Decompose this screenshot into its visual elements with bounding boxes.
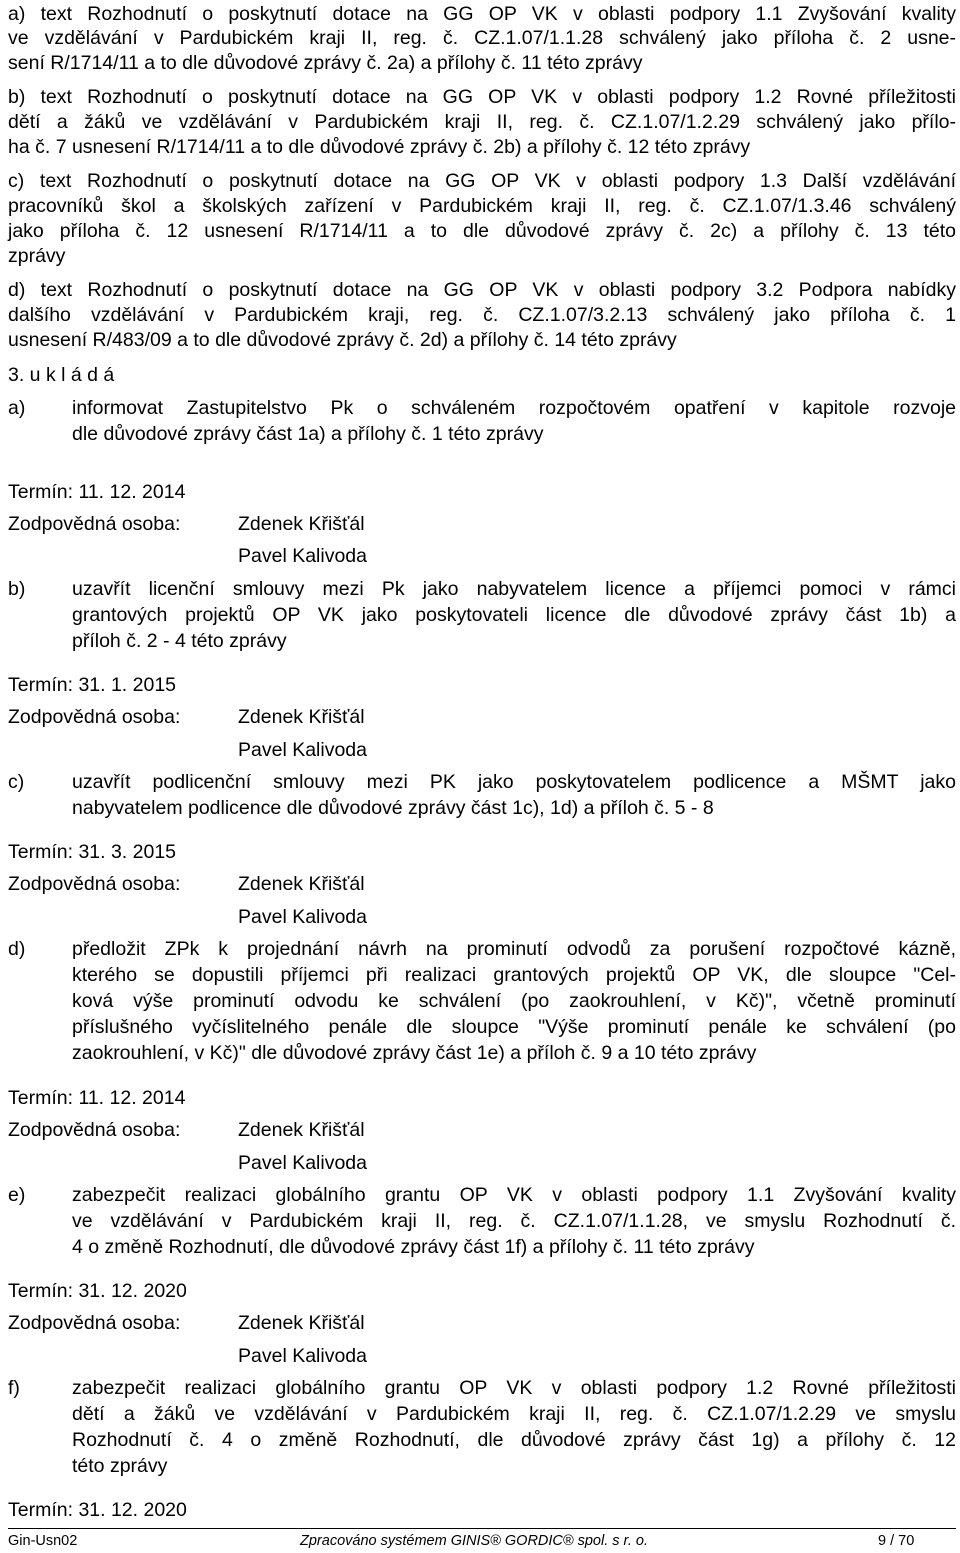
item-line: kterého se dopustili příjemci při realizaci grantových projektů OP VK, dle sloupce "Cel- [72, 964, 956, 986]
responsible-label: Zodpovědná osoba: [8, 513, 181, 535]
section-heading: 3. u k l á d á [8, 364, 115, 386]
responsible-person: Pavel Kalivoda [238, 906, 367, 928]
item-letter: a) [8, 397, 26, 419]
item-line: grantových projektů OP VK jako poskytovateli licence dle důvodové zprávy část 1b) a [72, 604, 956, 626]
footer-page-number: 9 / 70 [878, 1533, 915, 1549]
item-line: dle důvodové zprávy část 1a) a přílohy č. 1 této zprávy [72, 423, 544, 445]
responsible-person: Zdenek Křišťál [238, 706, 365, 728]
intro-line: usnesení R/483/09 a to dle důvodové zprávy č. 2d) a přílohy č. 14 této zprávy [8, 329, 677, 351]
item-line: zaokrouhlení, v Kč)" dle důvodové zprávy část 1e) a příloh č. 9 a 10 této zprávy [72, 1042, 757, 1064]
deadline [8, 672, 176, 698]
item-line: zabezpečit realizaci globálního grantu OP VK v oblasti podpory 1.1 Zvyšování kvality [72, 1184, 956, 1206]
deadline-label: Termín: [8, 481, 74, 503]
item-letter: f) [8, 1377, 20, 1399]
item-letter: b) [8, 578, 26, 600]
intro-line: zprávy [8, 245, 66, 267]
footer-system-note: Zpracováno systémem GINIS® GORDIC® spol. s r. o. [300, 1533, 648, 1549]
intro-line: a) text Rozhodnutí o poskytnutí dotace na GG OP VK v oblasti podpory 1.1 Zvyšování kvality [8, 3, 956, 25]
deadline-date: 31. 12. 2020 [78, 1499, 187, 1521]
deadline [8, 1085, 185, 1111]
item-letter: c) [8, 771, 25, 793]
footer-form-code: Gin-Usn02 [8, 1533, 78, 1549]
responsible-label: Zodpovědná osoba: [8, 1119, 181, 1141]
deadline-date: 11. 12. 2014 [78, 1087, 186, 1109]
footer-divider [8, 1528, 956, 1529]
intro-line: ve vzdělávání v Pardubickém kraji II, reg. č. CZ.1.07/1.1.28 schválený jako příloha č. 2 usne- [8, 27, 956, 49]
responsible-person: Zdenek Křišťál [238, 873, 365, 895]
item-line: zabezpečit realizaci globálního grantu OP VK v oblasti podpory 1.2 Rovné příležitosti [72, 1377, 956, 1399]
deadline-date: 31. 12. 2020 [78, 1280, 187, 1302]
responsible-label: Zodpovědná osoba: [8, 873, 181, 895]
deadline-date: 11. 12. 2014 [78, 481, 186, 503]
item-line: této zprávy [72, 1455, 168, 1477]
deadline-label: Termín: [8, 841, 74, 863]
responsible-person: Pavel Kalivoda [238, 1152, 367, 1174]
item-line: nabyvatelem podlicence dle důvodové zprávy část 1c), 1d) a příloh č. 5 - 8 [72, 797, 714, 819]
responsible-person: Pavel Kalivoda [238, 1345, 367, 1367]
responsible-person: Zdenek Křišťál [238, 513, 365, 535]
deadline [8, 1497, 187, 1523]
item-line: dětí a žáků ve vzdělávání v Pardubickém kraji II, reg. č. CZ.1.07/1.2.29 ve smyslu [72, 1403, 956, 1425]
item-line: informovat Zastupitelstvo Pk o schváleném rozpočtovém opatření v kapitole rozvoje [72, 397, 956, 419]
responsible-person: Zdenek Křišťál [238, 1312, 365, 1334]
intro-line: dětí a žáků ve vzdělávání v Pardubickém kraji II, reg. č. CZ.1.07/1.2.29 schválený jako přílo- [8, 111, 956, 133]
item-line: ková výše prominutí odvodu ke schválení (po zaokrouhlení, v Kč)", včetně prominutí [72, 990, 956, 1012]
deadline [8, 479, 185, 505]
item-letter: e) [8, 1184, 26, 1206]
item-line: Rozhodnutí č. 4 o změně Rozhodnutí, dle důvodové zprávy část 1g) a přílohy č. 12 [72, 1429, 956, 1451]
deadline [8, 839, 176, 865]
intro-line: ha č. 7 usnesení R/1714/11 a to dle důvodové zprávy č. 2b) a přílohy č. 12 této zprávy [8, 136, 751, 158]
intro-line: pracovníků škol a školských zařízení v Pardubickém kraji II, reg. č. CZ.1.07/1.3.46 schválený [8, 195, 956, 217]
deadline [8, 1278, 187, 1304]
item-line: ve vzdělávání v Pardubickém kraji II, reg. č. CZ.1.07/1.1.28, ve smyslu Rozhodnutí č. [72, 1210, 956, 1232]
deadline-date: 31. 3. 2015 [78, 841, 177, 863]
item-line: uzavřít licenční smlouvy mezi Pk jako nabyvatelem licence a příjemci pomoci v rámci [72, 578, 956, 600]
intro-line: c) text Rozhodnutí o poskytnutí dotace na GG OP VK v oblasti podpory 1.3 Další vzdělávání [8, 170, 956, 192]
responsible-person: Pavel Kalivoda [238, 545, 367, 567]
item-letter: d) [8, 938, 26, 960]
intro-line: d) text Rozhodnutí o poskytnutí dotace na GG OP VK v oblasti podpory 3.2 Podpora nabídky [8, 279, 956, 301]
deadline-label: Termín: [8, 1499, 74, 1521]
responsible-person: Zdenek Křišťál [238, 1119, 365, 1141]
responsible-label: Zodpovědná osoba: [8, 1312, 181, 1334]
item-line: příloh č. 2 - 4 této zprávy [72, 630, 287, 652]
intro-line: b) text Rozhodnutí o poskytnutí dotace na GG OP VK v oblasti podpory 1.2 Rovné příležitosti [8, 86, 956, 108]
intro-line: sení R/1714/11 a to dle důvodové zprávy č. 2a) a přílohy č. 11 této zprávy [8, 52, 643, 74]
deadline-label: Termín: [8, 1280, 74, 1302]
item-line: 4 o změně Rozhodnutí, dle důvodové zprávy část 1f) a přílohy č. 11 této zprávy [72, 1236, 755, 1258]
intro-line: dalšího vzdělávání v Pardubickém kraji, reg. č. CZ.1.07/3.2.13 schválený jako příloha č. 1 [8, 304, 956, 326]
responsible-label: Zodpovědná osoba: [8, 706, 181, 728]
deadline-date: 31. 1. 2015 [78, 674, 177, 696]
item-line: předložit ZPk k projednání návrh na prominutí odvodů za porušení rozpočtové kázně, [72, 938, 956, 960]
deadline-label: Termín: [8, 674, 74, 696]
item-line: uzavřít podlicenční smlouvy mezi PK jako poskytovatelem podlicence a MŠMT jako [72, 771, 956, 793]
responsible-person: Pavel Kalivoda [238, 739, 367, 761]
deadline-label: Termín: [8, 1087, 74, 1109]
item-line: příslušného vyčíslitelného penále dle sloupce "Výše prominutí penále ke schválení (po [72, 1016, 956, 1038]
intro-line: jako příloha č. 12 usnesení R/1714/11 a to dle důvodové zprávy č. 2c) a přílohy č. 13 této [8, 220, 956, 242]
